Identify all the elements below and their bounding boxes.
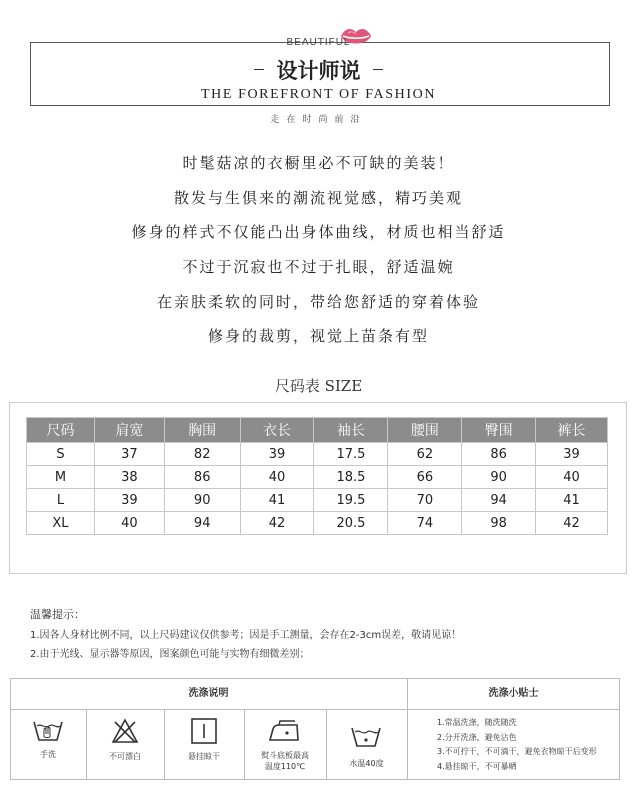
care-divider bbox=[10, 709, 620, 710]
size-table-header-cell: 肩宽 bbox=[94, 418, 164, 443]
table-cell: L bbox=[27, 489, 95, 512]
table-cell: 39 bbox=[536, 443, 608, 466]
table-row bbox=[27, 466, 608, 489]
water-temp-icon bbox=[349, 722, 383, 752]
tip-item: 1.因各人身材比例不同，以上尺码建议仅供参考；因是手工测量，会存在2-3cm误差，敬请见谅！ bbox=[30, 630, 462, 641]
table-cell: 40 bbox=[240, 466, 314, 489]
table-cell: 90 bbox=[462, 466, 536, 489]
table-cell: 74 bbox=[388, 512, 462, 535]
description-line: 时髦菇凉的衣橱里必不可缺的美装！ bbox=[182, 154, 455, 172]
care-icon-label: 手洗 bbox=[40, 750, 56, 759]
description-line: 不过于沉寂也不过于扎眼，舒适温婉 bbox=[182, 258, 455, 276]
table-cell: 62 bbox=[388, 443, 462, 466]
care-tip-item: 1.常温洗涤，随洗随洗 bbox=[437, 718, 517, 727]
care-divider bbox=[86, 709, 87, 780]
size-table-header-cell: 袖长 bbox=[314, 418, 388, 443]
table-cell: 42 bbox=[240, 512, 314, 535]
table-row bbox=[27, 512, 608, 535]
table-cell: 41 bbox=[536, 489, 608, 512]
table-cell: 17.5 bbox=[314, 443, 388, 466]
table-cell: 40 bbox=[94, 512, 164, 535]
page-title: 设计师说 bbox=[276, 58, 361, 83]
description-line: 散发与生俱来的潮流视觉感，精巧美观 bbox=[173, 189, 463, 207]
tip-item: 2.由于光线、显示器等原因，图案颜色可能与实物有细微差别； bbox=[30, 649, 310, 660]
care-instructions-title: 洗涤说明 bbox=[188, 688, 229, 699]
size-table-header-cell: 胸围 bbox=[164, 418, 240, 443]
size-table-header-row bbox=[27, 418, 608, 443]
table-cell: M bbox=[27, 466, 95, 489]
size-table-header-cell: 裤长 bbox=[536, 418, 608, 443]
description-line: 修身的样式不仅能凸出身体曲线，材质也相当舒适 bbox=[131, 223, 506, 241]
table-cell: 42 bbox=[536, 512, 608, 535]
table-cell: 39 bbox=[240, 443, 314, 466]
table-cell: 19.5 bbox=[314, 489, 388, 512]
beautiful-tag: BEAUTIFUL bbox=[286, 37, 351, 48]
table-cell: 66 bbox=[388, 466, 462, 489]
tips-title: 温馨提示： bbox=[30, 608, 85, 621]
table-cell: 94 bbox=[164, 512, 240, 535]
care-tip-item: 3.不可拧干，不可滴干，避免衣物晾干后变形 bbox=[437, 747, 597, 756]
care-tips-title: 洗涤小贴士 bbox=[488, 688, 539, 699]
care-icon-label: 悬挂晾干 bbox=[188, 752, 220, 761]
page-subtitle: THE FOREFRONT OF FASHION bbox=[200, 87, 437, 102]
description-line: 修身的裁剪，视觉上苗条有型 bbox=[207, 327, 429, 345]
hand-wash-icon bbox=[31, 716, 65, 746]
iron-icon bbox=[267, 716, 301, 746]
size-chart-title: 尺码表 SIZE bbox=[274, 377, 363, 395]
table-cell: XL bbox=[27, 512, 95, 535]
care-divider bbox=[326, 709, 327, 780]
care-icon-label: 水温40度 bbox=[349, 759, 384, 768]
table-cell: 98 bbox=[462, 512, 536, 535]
hang-dry-icon bbox=[187, 716, 221, 746]
table-cell: 20.5 bbox=[314, 512, 388, 535]
table-cell: 40 bbox=[536, 466, 608, 489]
table-cell: S bbox=[27, 443, 95, 466]
table-cell: 39 bbox=[94, 489, 164, 512]
table-cell: 70 bbox=[388, 489, 462, 512]
table-cell: 90 bbox=[164, 489, 240, 512]
table-cell: 86 bbox=[164, 466, 240, 489]
description-line: 在亲肤柔软的同时，带给您舒适的穿着体验 bbox=[156, 293, 480, 311]
table-cell: 82 bbox=[164, 443, 240, 466]
care-divider bbox=[164, 709, 165, 780]
table-row bbox=[27, 443, 608, 466]
size-table-header-cell: 尺码 bbox=[27, 418, 95, 443]
page-tagline: 走在时尚前沿 bbox=[270, 115, 367, 125]
size-table-header-cell: 腰围 bbox=[388, 418, 462, 443]
no-bleach-icon bbox=[108, 716, 142, 746]
care-icon-label: 熨斗底板最高 bbox=[261, 751, 309, 760]
table-row bbox=[27, 489, 608, 512]
size-table-header-cell: 臀围 bbox=[462, 418, 536, 443]
care-tip-item: 4.悬挂晾干，不可暴晒 bbox=[437, 762, 517, 771]
table-cell: 94 bbox=[462, 489, 536, 512]
table-cell: 86 bbox=[462, 443, 536, 466]
table-cell: 41 bbox=[240, 489, 314, 512]
size-table bbox=[26, 417, 608, 535]
care-icon-label: 不可漂白 bbox=[109, 752, 141, 761]
table-cell: 18.5 bbox=[314, 466, 388, 489]
table-cell: 37 bbox=[94, 443, 164, 466]
care-icon-label: 温度110℃ bbox=[264, 762, 306, 771]
title-dash-right bbox=[373, 69, 383, 70]
table-cell: 38 bbox=[94, 466, 164, 489]
size-table-header-cell: 衣长 bbox=[240, 418, 314, 443]
care-tip-item: 2.分开洗涤，避免沾色 bbox=[437, 733, 517, 742]
